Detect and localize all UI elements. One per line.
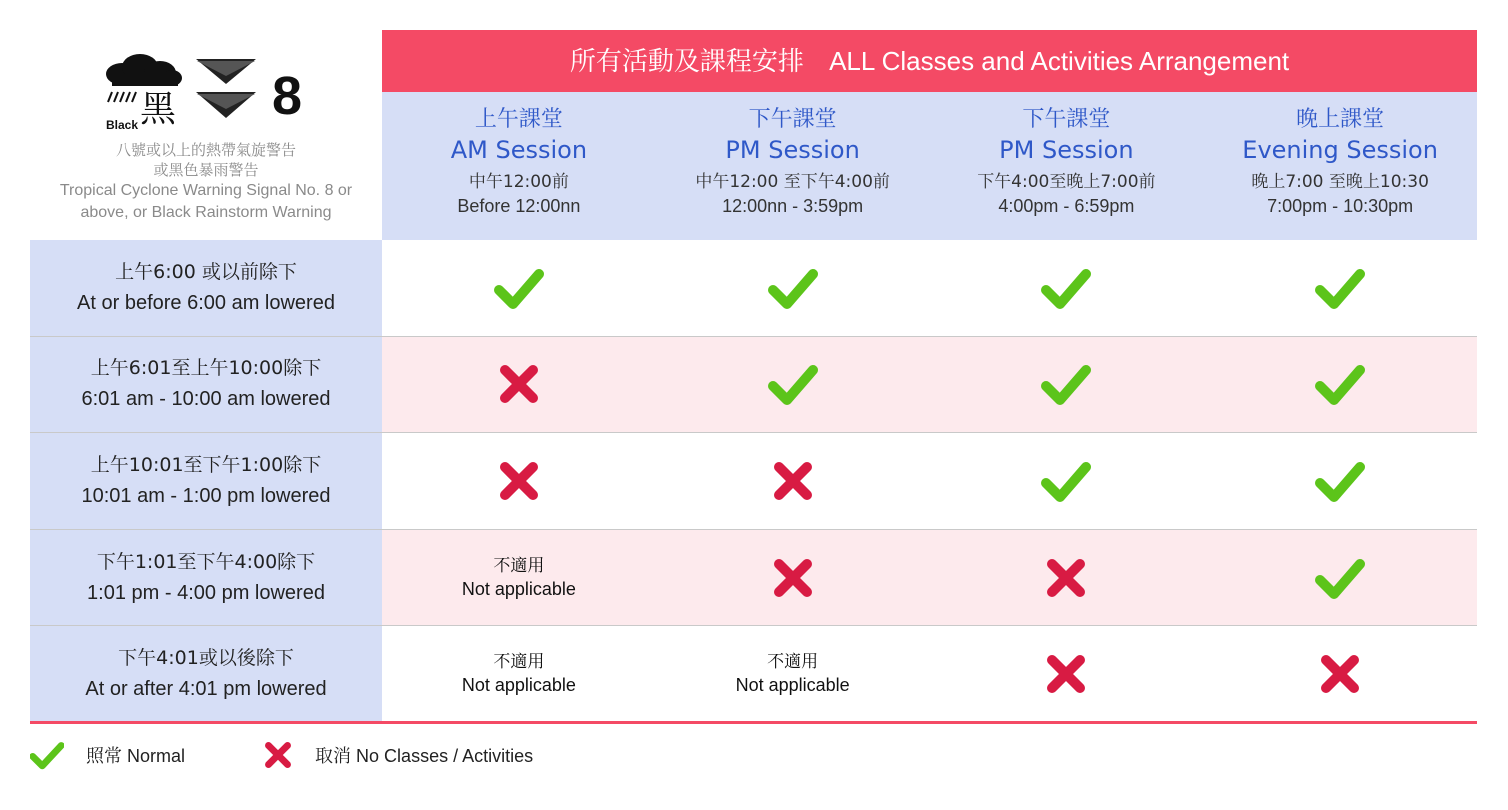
session-name-en: PM Session <box>725 136 860 164</box>
cross-icon <box>263 740 293 770</box>
status-cell-normal <box>930 240 1204 336</box>
session-name-cn: 上午課堂 <box>474 107 563 132</box>
status-cell-normal <box>930 433 1204 529</box>
cross-icon <box>771 459 815 503</box>
row-label-en: At or after 4:01 pm lowered <box>85 677 327 700</box>
status-cell-cancel <box>382 337 656 433</box>
table-body <box>30 240 1477 724</box>
row-label <box>30 337 382 433</box>
banner-title-en: ALL Classes and Activities Arrangement <box>829 46 1290 76</box>
warning-title-cn-line1: 八號或以上的熱帶氣旋警告 <box>115 141 296 159</box>
not-applicable-en: Not applicable <box>461 674 576 695</box>
check-icon <box>1041 362 1091 406</box>
session-name-en: PM Session <box>999 136 1134 164</box>
table-row <box>30 240 1477 337</box>
cross-icon <box>497 459 541 503</box>
row-label-cn: 上午6:00 或以前除下 <box>115 260 297 283</box>
status-cell-normal <box>1203 530 1477 626</box>
legend-normal <box>30 740 185 770</box>
arrangement-table <box>30 30 1477 724</box>
cross-icon <box>1318 652 1362 696</box>
status-cell-na <box>382 626 656 721</box>
row-label-cn: 上午10:01至下午1:00除下 <box>90 453 322 476</box>
status-cell-cancel <box>1203 626 1477 721</box>
legend-normal-en: Normal <box>127 746 186 766</box>
row-label <box>30 530 382 626</box>
session-headers <box>382 92 1477 240</box>
status-cell-cancel <box>930 626 1204 721</box>
signal-8-triangles-icon <box>196 59 256 118</box>
warning-title-cn-line2: 或黑色暴雨警告 <box>153 161 259 179</box>
row-label-en: At or before 6:00 am lowered <box>77 291 335 314</box>
status-cell-normal <box>1203 337 1477 433</box>
status-cell-normal <box>382 240 656 336</box>
status-cell-normal <box>930 337 1204 433</box>
check-icon <box>1041 266 1091 310</box>
status-cell-normal <box>656 337 930 433</box>
row-label-cn: 下午1:01至下午4:00除下 <box>96 550 316 573</box>
warning-signals-graphic <box>100 54 315 134</box>
status-cell-cancel <box>930 530 1204 626</box>
table-row <box>30 337 1477 434</box>
row-label-cn: 下午4:01或以後除下 <box>118 646 294 669</box>
status-cell-normal <box>1203 240 1477 336</box>
check-icon <box>768 362 818 406</box>
row-label-en: 1:01 pm - 4:00 pm lowered <box>87 581 325 604</box>
legend-cancel-en: No Classes / Activities <box>356 746 534 766</box>
table-row <box>30 433 1477 530</box>
session-name-cn: 下午課堂 <box>1022 107 1111 132</box>
check-icon <box>30 740 64 770</box>
status-cell-cancel <box>382 433 656 529</box>
table-header <box>30 30 1477 240</box>
status-cell-na <box>382 530 656 626</box>
cross-icon <box>497 362 541 406</box>
check-icon <box>1315 556 1365 600</box>
legend-cancel <box>263 740 533 770</box>
warning-signal-cell <box>30 30 382 240</box>
check-icon <box>1315 459 1365 503</box>
session-time-en: Before 12:00nn <box>457 196 581 216</box>
cross-icon <box>1044 652 1088 696</box>
session-time-en: 7:00pm - 10:30pm <box>1267 196 1414 216</box>
legend-normal-text <box>86 742 185 768</box>
black-label: Black <box>106 118 139 132</box>
session-time-en: 12:00nn - 3:59pm <box>722 196 864 216</box>
session-name-en: AM Session <box>450 136 588 164</box>
not-applicable-en: Not applicable <box>735 674 850 695</box>
check-icon <box>768 266 818 310</box>
legend-cancel-text <box>315 742 533 768</box>
row-label-en: 10:01 am - 1:00 pm lowered <box>81 484 331 507</box>
session-time-en: 4:00pm - 6:59pm <box>998 196 1135 216</box>
banner-title-cn: 所有活動及課程安排 <box>569 47 804 77</box>
legend-normal-cn: 照常 <box>86 746 122 767</box>
status-cell-na <box>656 626 930 721</box>
check-icon <box>494 266 544 310</box>
legend-cancel-cn: 取消 <box>315 746 352 767</box>
session-name-cn: 下午課堂 <box>748 107 837 132</box>
black-character: 黑 <box>140 89 177 130</box>
row-label <box>30 240 382 336</box>
row-label <box>30 433 382 529</box>
table-row <box>30 626 1477 724</box>
check-icon <box>1315 362 1365 406</box>
not-applicable-cn: 不適用 <box>767 651 819 672</box>
row-label-en: 6:01 am - 10:00 am lowered <box>81 388 331 411</box>
session-time-cn: 中午12:00 至下午4:00前 <box>695 172 890 192</box>
status-cell-normal <box>1203 433 1477 529</box>
not-applicable-cn: 不適用 <box>493 555 545 576</box>
status-cell-normal <box>656 240 930 336</box>
session-name-en: Evening Session <box>1242 136 1438 164</box>
session-header-am <box>382 92 656 240</box>
session-header-pm-late <box>930 92 1204 240</box>
session-header-evening <box>1203 92 1477 240</box>
session-time-cn: 晚上7:00 至晚上10:30 <box>1251 172 1429 192</box>
check-icon <box>1315 266 1365 310</box>
session-time-cn: 中午12:00前 <box>468 172 569 192</box>
warning-title-en: Tropical Cyclone Warning Signal No. 8 or above, or Black Rainstorm Warning <box>59 182 353 221</box>
row-label <box>30 626 382 721</box>
legend <box>30 735 611 775</box>
table-row <box>30 530 1477 627</box>
signal-number: 8 <box>272 66 303 126</box>
session-name-cn: 晚上課堂 <box>1296 107 1385 132</box>
cross-icon <box>1044 556 1088 600</box>
not-applicable-cn: 不適用 <box>493 651 545 672</box>
warning-title-cn <box>30 140 382 180</box>
status-cell-cancel <box>656 530 930 626</box>
row-label-cn: 上午6:01至上午10:00除下 <box>90 357 322 380</box>
session-time-cn: 下午4:00至晚上7:00前 <box>977 172 1156 192</box>
session-header-pm-early <box>656 92 930 240</box>
check-icon <box>1041 459 1091 503</box>
status-cell-cancel <box>656 433 930 529</box>
not-applicable-en: Not applicable <box>461 578 576 599</box>
cross-icon <box>771 556 815 600</box>
arrangement-banner <box>382 30 1477 92</box>
